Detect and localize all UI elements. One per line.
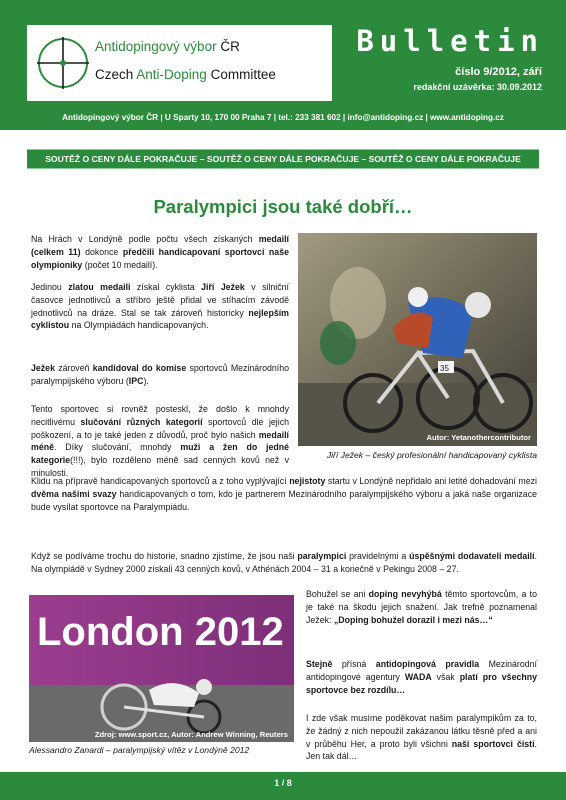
paragraph-history: Když se podíváme trochu do historie, snadno zjistíme, že jsou naši paralympici pravidelnými a úspěšnými dodavateli medailí. Na olympiádě v Sydney 2000 získali 43 cenných kovů, v Athénách 2004 – 31 a konečně v Pekingu 2008 – 27. bbox=[31, 551, 537, 574]
paragraph-doping-quote: Bohužel se ani doping nevyhýbá těmto sportovcům, a to je také na škodu jejich snažení. Jak trefně poznamenal Ježek: „Doping bohužel dorazil i mezi nás…“ bbox=[306, 589, 538, 625]
paragraph-ipc-candidacy: Ježek zároveň kandidoval do komise sportovců Mezinárodního paralympijského výboru (IPC). bbox=[31, 363, 290, 386]
bulletin-title: Bulletin bbox=[356, 24, 544, 58]
logo-emblem-icon bbox=[35, 35, 91, 91]
logo-text-english: Czech Anti-Doping Committee bbox=[95, 67, 276, 82]
photo1-caption: Jiří Ježek – český profesionální handicapovaný cyklista bbox=[326, 450, 537, 460]
committee-logo bbox=[27, 25, 332, 101]
photo2-caption: Alessandro Zanardi – paralympijský vítěz v Londýně 2012 bbox=[29, 745, 250, 755]
photo-cyclist-jezek bbox=[298, 233, 537, 446]
footer-bar bbox=[0, 772, 566, 800]
london-2012-banner-text: London 2012 bbox=[37, 610, 284, 654]
logo-text-czech: Antidopingový výbor ČR bbox=[95, 39, 240, 54]
paragraph-jezek-gold: Jedinou zlatou medaili získal cyklista Jiří Ježek v silniční časovce jednotlivců a stříbro ještě přidal ve stíhacím závodě jednotlivců na dráze. Stal se tak zároveň historicky nejlepším cyklistou na Olympiádách handicapovaných. bbox=[31, 282, 289, 331]
page-number: 1 / 8 bbox=[274, 778, 292, 788]
photo-zanardi-london bbox=[29, 595, 294, 742]
competition-banner[interactable]: SOUTĚŽ O CENY DÁLE POKRAČUJE – SOUTĚŽ O CENY DÁLE POKRAČUJE – SOUTĚŽ O CENY DÁLE POKRAČUJE bbox=[27, 149, 539, 169]
article-headline: Paralympici jsou také dobří… bbox=[153, 196, 413, 217]
paragraph-medals: Na Hrách v Londýně podle počtu všech získaných medailí (celkem 11) dokonce předčili handicapovaní sportovci naše olympioniky (počet 10 medailí). bbox=[31, 234, 289, 270]
paragraph-clean-athletes: I zde však musíme poděkovat našim paralympikům za to, že žádný z nich nepoužil zakázanou látku těsně před a ani v průběhu Her, a proto byli všichni naši sportovci čistí. Jen tak dál… bbox=[306, 713, 537, 762]
paragraph-categories: Tento sportovec si rovněž posteskl, že došlo k mnohdy necitlivému slučování různých kategorií sportovců dle jejich poškození, a to je také jeden z důvodů, proč bylo našich medailí méně. Díky slučování, mnohdy muži a žen do jedné kategorie(!!!), bylo rozděleno méně sad cenných kovů než v minulosti. bbox=[31, 404, 290, 478]
paragraph-preparation: Klidu na přípravě handicapovaných sportovců a z toho vyplývající nejistoty startu v Londýně nepřidalo ani letité dohadování mezi dvěma našimi svazy handicapovaných o tom, kdo je partnerem Mezinárodního paralympijského výboru a jaká naše organizace bude vysílat sportovce na Paralympiádu. bbox=[31, 476, 537, 512]
photo2-credit: Zdroj: www.sport.cz, Autor: Andrew Winning, Reuters bbox=[94, 730, 288, 739]
paragraph-wada-rules: Stejně přísná antidopingová pravidla Mezinárodní antidopingové agentury WADA však platí pro všechny sportovce bez rozdílu… bbox=[306, 659, 537, 695]
jersey-number: 35 bbox=[440, 364, 449, 373]
header-bar bbox=[0, 0, 566, 130]
contact-line[interactable]: Antidopingový výbor ČR | U Sparty 10, 170 00 Praha 7 | tel.: 233 381 602 | info@antidoping.cz | www.antidoping.cz bbox=[62, 113, 504, 122]
editorial-deadline: redakční uzávěrka: 30.09.2012 bbox=[413, 82, 542, 92]
issue-number: číslo 9/2012, září bbox=[455, 66, 542, 78]
photo1-credit: Autor: Yetanothercontributor bbox=[426, 433, 531, 442]
